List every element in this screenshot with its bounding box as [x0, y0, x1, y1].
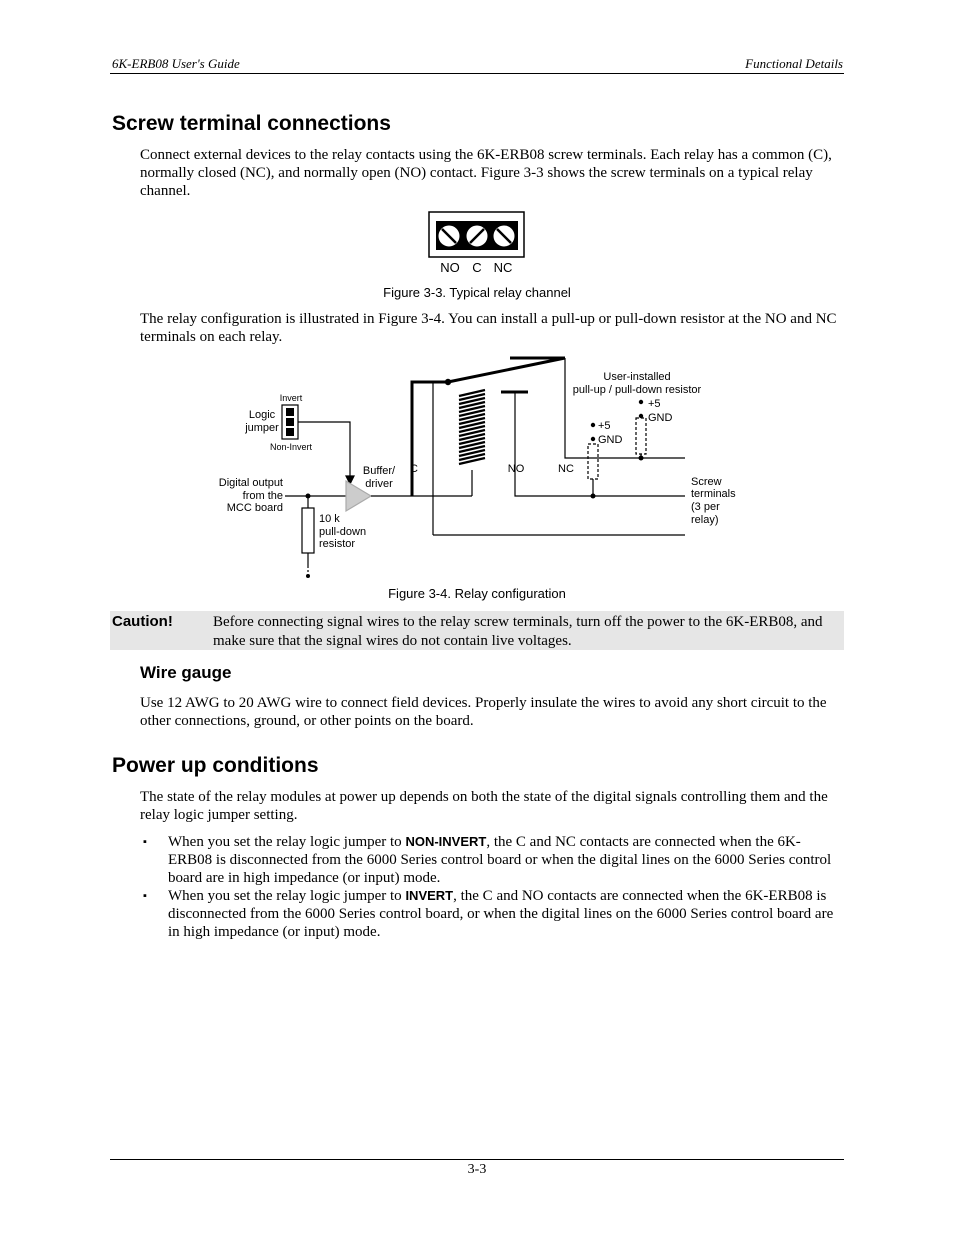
list-item-text: , the C and NO contacts are connected when the 6K-ERB08 is disconnected from the 6000 Series control board, or when the digital lines on the 6000 Series control board are in high impedance (or input) mode. — [168, 888, 834, 940]
label-pullup-pulldown: pull-up / pull-down resistor — [572, 384, 702, 396]
label-no: NO — [440, 260, 460, 275]
paragraph-screw-intro: Connect external devices to the relay contacts using the 6K-ERB08 screw terminals. Each relay has a common (C), normally closed (NC), and normally open (NO) contact. Figure 3-3 shows the screw terminals on a typical relay channel. — [140, 147, 832, 199]
list-item-text: When you set the relay logic jumper to — [168, 834, 406, 850]
label-nc: NC — [493, 260, 513, 275]
paragraph-relay-config: The relay configuration is illustrated in Figure 3-4. You can install a pull-up or pull-down resistor at the NO and NC terminals on each relay. — [140, 311, 837, 345]
section-heading-screw-terminal: Screw terminal connections — [112, 112, 391, 135]
running-header-section: Functional Details — [745, 56, 843, 71]
label-terminals: terminals — [691, 488, 736, 500]
label-screw: Screw — [691, 476, 722, 488]
keyword-non-invert: NON-INVERT — [405, 834, 487, 849]
label-invert: Invert — [279, 393, 303, 403]
label-3-per: (3 per — [691, 501, 720, 513]
list-item-non-invert — [168, 833, 844, 887]
label-gnd-right: GND — [648, 412, 673, 424]
label-non-invert: Non-Invert — [269, 442, 313, 452]
label-c: C — [472, 260, 482, 275]
caution-label: Caution! — [112, 613, 173, 630]
label-relay: relay) — [691, 514, 719, 526]
subsection-heading-wire-gauge: Wire gauge — [140, 663, 232, 682]
page-number: 3-3 — [467, 1162, 487, 1177]
list-item-invert — [168, 887, 844, 941]
label-logic: Logic — [248, 409, 276, 421]
bullet-marker: ▪ — [143, 836, 147, 848]
label-plus5-left: +5 — [598, 420, 611, 432]
label-from-the: from the — [242, 490, 283, 502]
paragraph-power-up: The state of the relay modules at power up depends on both the state of the digital signals controlling them and the relay logic jumper setting. — [140, 789, 828, 823]
label-plus5-right: +5 — [648, 398, 661, 410]
label-10k: 10 k — [319, 513, 340, 525]
caution-text: Before connecting signal wires to the relay screw terminals, turn off the power to the 6K-ERB08, and make sure that the signal wires do not contain live voltages. — [213, 614, 823, 649]
list-item-text: When you set the relay logic jumper to — [168, 888, 406, 904]
label-resistor: resistor — [319, 538, 356, 550]
paragraph-wire-gauge: Use 12 AWG to 20 AWG wire to connect field devices. Properly insulate the wires to avoid any short circuit to the other connections, ground, or other points on the board. — [140, 695, 827, 729]
label-pull-down: pull-down — [319, 526, 367, 538]
figure-3-4-caption: Figure 3-4. Relay configuration — [388, 586, 566, 601]
list-item-text: , the C and NC contacts are connected when the 6K-ERB08 is disconnected from the 6000 Series control board or when the digital lines on the 6000 Series control board are in high impedance (or input) mode. — [168, 834, 832, 886]
label-buffer: Buffer/ — [362, 465, 396, 477]
caution-box — [110, 611, 844, 650]
keyword-invert: INVERT — [405, 888, 454, 903]
label-contact-c: C — [410, 463, 418, 475]
section-heading-power-up: Power up conditions — [112, 754, 319, 777]
label-mcc-board: MCC board — [226, 502, 283, 514]
label-gnd-left: GND — [598, 434, 623, 446]
relay-c-wire — [0, 0, 954, 600]
running-header-title: 6K-ERB08 User's Guide — [112, 56, 240, 71]
label-user-installed: User-installed — [603, 371, 671, 383]
label-contact-no: NO — [507, 463, 525, 475]
bullet-marker: ▪ — [143, 890, 147, 902]
label-digital-output: Digital output — [218, 477, 283, 489]
label-jumper: jumper — [245, 422, 279, 434]
label-contact-nc: NC — [558, 463, 574, 475]
footer-rule — [110, 1159, 844, 1160]
figure-3-3-caption: Figure 3-3. Typical relay channel — [383, 285, 571, 300]
label-driver: driver — [365, 478, 393, 490]
